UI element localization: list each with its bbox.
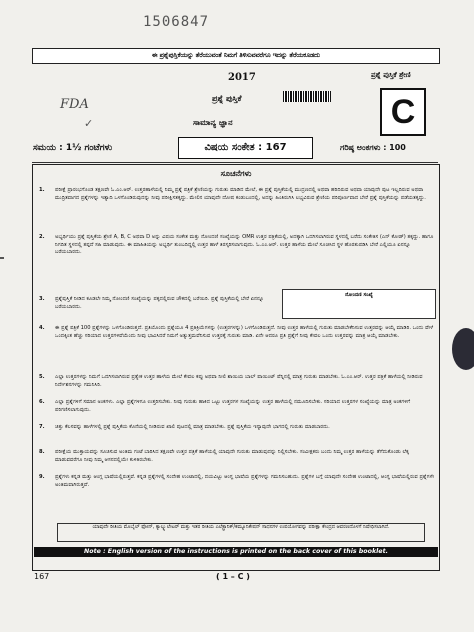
handwritten-note: FDA bbox=[60, 97, 89, 112]
instruction-item bbox=[39, 449, 437, 464]
instruction-number: 2. bbox=[39, 234, 45, 240]
instruction-text: ಪ್ರಶ್ನೆಪುಸ್ತಿಕೆ ನೀಡಿದ ಕೂಡಲೇ ನಿಮ್ಮ ನೋಂದಣಿ ಸಂಖ್ಯೆಯನ್ನು ಪಕ್ಕದಲ್ಲಿರುವ ಚೌಕದಲ್ಲಿ ಬರೆಯಿರಿ. ಪ್ರಶ್ನೆ ಪುಸ್ತಿಕೆಯಲ್ಲಿ ಬೇರೆ ಏನನ್ನೂ ಬರೆಯಬಾರದು. bbox=[55, 296, 264, 310]
booklet-title: ಪ್ರಶ್ನೆ ಪುಸ್ತಿಕೆ bbox=[212, 94, 242, 103]
instruction-number: 6. bbox=[39, 399, 45, 405]
paper-name: ಸಾಮಾನ್ಯ ಜ್ಞಾನ bbox=[193, 118, 233, 127]
instructions-box bbox=[32, 164, 440, 571]
instruction-item bbox=[39, 234, 437, 257]
instruction-number: 8. bbox=[39, 449, 45, 455]
footer-page: ( 1 – C ) bbox=[216, 572, 250, 581]
instruction-text: ಅಭ್ಯರ್ಥಿಯು ಪ್ರಶ್ನೆ ಪುಸ್ತಿಕೆಯ ಶ್ರೇಣಿ A, B, C ಅಥವಾ D ಅನ್ನು ವಿಷಯ ಸಂಕೇತ ಮತ್ತು ನೋಂದಣಿ ಸಂಖ್ಯೆಯನ್ನು OMR ಉತ್ತರ ಪತ್ರಿಕೆಯಲ್ಲಿ, ಅದಕ್ಕಾಗಿ ಒದಗಿಸಲಾಗಿರುವ ಸ್ಥಳದಲ್ಲಿ ಬರೆದು ಸಂಕೇತಿಸ (ಎನ್ ಕೋಡ್) ತಕ್ಕದ್ದು. ಹಾಗೂ ನಿಗದಿತ ಸ್ಥಳದಲ್ಲಿ ತಪ್ಪದೆ ಸಹಿ ಮಾಡುವುದು. ಈ ಮಾಹಿತಿಯನ್ನು ಅಭ್ಯರ್ಥಿ ತುಂಬದಿದ್ದಲ್ಲಿ ಉತ್ತರ ಹಾಳೆ ತಿರಸ್ಕರಿಸಲಾಗುವುದು. ಓ.ಎಂ.ಆರ್. ಉತ್ತರ ಹಾಳೆಯ ಮೇಲೆ ಸೂಚಿಸಿದ ಸ್ಥಳ ಹೊರತುಪಡಿಸಿ ಬೇರೆ ಎಲ್ಲಿಯೂ ಏನನ್ನೂ ಬರೆಯಬಾರದು. bbox=[55, 234, 434, 256]
barcode-icon bbox=[283, 91, 331, 102]
instruction-number: 4. bbox=[39, 325, 45, 331]
instruction-item bbox=[39, 424, 437, 432]
roll-number-box bbox=[282, 289, 436, 319]
closing-warning: ಯಾವುದೇ ರೀತಿಯ ಮೊಬೈಲ್ ಫೋನ್, ಕ್ಯಾಲ್ಕ್ಯುಲೇಟರ್ ಮತ್ತು ಇತರ ರೀತಿಯ ಎಲೆಕ್ಟ್ರಾನಿಕ್/ಕಮ್ಯೂನಿಕೇಷನ್ ಸಾಧನಗಳ ಉಪಯೋಗವನ್ನು ಪರೀಕ್ಷಾ ಕೇಂದ್ರದ ಆವರಣದೊಳಗೆ ನಿಷೇಧಿಸಲಾಗಿದೆ. bbox=[57, 523, 425, 542]
instructions-title: ಸೂಚನೆಗಳು bbox=[220, 169, 252, 178]
instruction-text: ಈ ಪ್ರಶ್ನೆ ಪತ್ರಿಕೆ 100 ಪ್ರಶ್ನೆಗಳನ್ನು ಒಳಗೊಂಡಿರುತ್ತದೆ. ಪ್ರತಿಯೊಂದು ಪ್ರಶ್ನೆಯೂ 4 ಪ್ರತಿಕ್ರಿಯೆಗಳನ್ನು (ಉತ್ತರಗಳನ್ನು) ಒಳಗೊಂಡಿರುತ್ತದೆ. ನೀವು ಉತ್ತರ ಹಾಳೆಯಲ್ಲಿ ಗುರುತು ಮಾಡಬೇಕೆನಿಸುವ ಉತ್ತರವನ್ನು ಆಯ್ಕೆ ಮಾಡಿರಿ. ಒಂದು ವೇಳೆ ಒಂದಕ್ಕಿಂತ ಹೆಚ್ಚು ಸರಿಯಾದ ಉತ್ತರಗಳಿವೆಯೆಂದು ನೀವು ಭಾವಿಸಿದರೆ ನಿಮಗೆ ಅತ್ಯುತ್ತಮವೆನಿಸುವ ಉತ್ತರಕ್ಕೆ ಗುರುತು ಮಾಡಿ. ಏನೇ ಆದರೂ ಪ್ರತಿ ಪ್ರಶ್ನೆಗೆ ನೀವು ಕೇವಲ ಒಂದು ಉತ್ತರವನ್ನು ಮಾತ್ರ ಆಯ್ಕೆ ಮಾಡಬೇಕು. bbox=[55, 325, 434, 339]
instruction-text: ಎಲ್ಲಾ ಪ್ರಶ್ನೆಗಳಿಗೆ ಸಮಾನ ಅಂಕಗಳು. ಎಲ್ಲಾ ಪ್ರಶ್ನೆಗಳಿಗೂ ಉತ್ತರಿಸಬೇಕು. ನೀವು ಗುರುತು ಹಾಕಿದ ಒಟ್ಟು ಉತ್ತರಗಳ ಸಂಖ್ಯೆಯನ್ನು ಉತ್ತರ ಹಾಳೆಯಲ್ಲಿ ನಮೂದಿಸಬೇಕು. ಸರಿಯಾದ ಉತ್ತರಗಳ ಸಂಖ್ಯೆಯನ್ನು ಮಾತ್ರ ಅಂಕಗಳಿಗೆ ಪರಿಗಣಿಸಲಾಗುವುದು. bbox=[55, 399, 411, 413]
instruction-number: 7. bbox=[39, 424, 45, 430]
instruction-number: 3. bbox=[39, 296, 45, 302]
subject-code: ವಿಷಯ ಸಂಕೇತ : 167 bbox=[178, 137, 313, 159]
instruction-text: ಪ್ರಶ್ನೆಗಳು ಕನ್ನಡ ಮತ್ತು ಆಂಗ್ಲ ಭಾಷೆಯಲ್ಲಿರುತ್ತವೆ. ಕನ್ನಡ ಪ್ರಶ್ನೆಗಳಲ್ಲಿ ಸಂದೇಹ ಉಂಟಾದಲ್ಲಿ, ದಯವಿಟ್ಟು ಆಂಗ್ಲ ಭಾಷೆಯ ಪ್ರಶ್ನೆಗಳನ್ನು ಗಮನಿಸಬಹುದು. ಪ್ರಶ್ನೆಗಳ ಬಗ್ಗೆ ಯಾವುದೇ ಸಂದೇಹ ಉಂಟಾದಲ್ಲಿ, ಆಂಗ್ಲ ಭಾಷೆಯಲ್ಲಿರುವ ಪ್ರಶ್ನೆಗಳೇ ಅಂತಿಮವಾಗಿರುತ್ತವೆ. bbox=[55, 474, 435, 488]
stamp-seal-icon bbox=[452, 328, 474, 370]
instruction-text: ಚಿತ್ತು ಕೆಲಸವನ್ನು ಹಾಳೆಗಳಲ್ಲಿ ಪ್ರಶ್ನೆ ಪುಸ್ತಿಕೆಯ ಕೊನೆಯಲ್ಲಿ ನೀಡಿರುವ ಖಾಲಿ ಪುಟದಲ್ಲಿ ಮಾತ್ರ ಮಾಡಬೇಕು. ಪ್ರಶ್ನೆ ಪುಸ್ತಿಕೆಯ ಇನ್ಯಾವುದೇ ಭಾಗದಲ್ಲಿ ಗುರುತು ಮಾಡಬಾರದು. bbox=[55, 424, 330, 430]
english-note: Note : English version of the instructions is printed on the back cover of this booklet. bbox=[34, 547, 438, 557]
instruction-item bbox=[39, 296, 277, 311]
instruction-number: 1. bbox=[39, 187, 45, 193]
instruction-text: ಪರೀಕ್ಷೆಯ ಮುಕ್ತಾಯವನ್ನು ಸೂಚಿಸುವ ಅಂತಿಮ ಗಂಟೆ ಬಾರಿಸಿದ ತಕ್ಷಣವೇ ಉತ್ತರ ಪತ್ರಿಕೆ ಹಾಳೆಯಲ್ಲಿ ಯಾವುದೇ ಗುರುತು ಮಾಡುವುದನ್ನು ನಿಲ್ಲಿಸಬೇಕು. ಸಂವೀಕ್ಷಕರು ಬಂದು ನಿಮ್ಮ ಉತ್ತರ ಹಾಳೆಯನ್ನು ತೆಗೆದುಕೊಂಡು ಲೆಕ್ಕ ಮಾಡುವವರೆಗೂ ನೀವು ನಿಮ್ಮ ಆಸನದಲ್ಲಿಯೇ ಕುಳಿತಿರಬೇಕು. bbox=[55, 449, 409, 463]
handwritten-mark: ✓ bbox=[84, 117, 94, 130]
top-instruction-bar: ಈ ಪ್ರಶ್ನೆಪುಸ್ತಿಕೆಯನ್ನು ತೆರೆಯುವಂತೆ ನಿಮಗೆ ತಿಳಿಸುವವರೆಗೂ ಇದನ್ನು ತೆರೆಯಕೂಡದು bbox=[32, 48, 440, 64]
instruction-item bbox=[39, 325, 437, 340]
instruction-text: ಪರೀಕ್ಷೆ ಪ್ರಾರಂಭಗೊಂಡ ತಕ್ಷಣವೇ ಓ.ಎಂ.ಆರ್. ಉತ್ತರಹಾಳೆಯಲ್ಲಿ ನಿಮ್ಮ ಪ್ರಶ್ನೆ ಪತ್ರಿಕೆ ಶ್ರೇಣಿಯನ್ನು ಗುರುತು ಮಾಡಿದ ಮೇಲೆ, ಈ ಪ್ರಶ್ನೆ ಪುಸ್ತಿಕೆಯಲ್ಲಿ ಮುದ್ರಣದಲ್ಲಿ ಅಥವಾ ಹರಿದಿರುವ ಅಥವಾ ಯಾವುದೇ ಪುಟ ಇಲ್ಲದಿರುವ ಅಥವಾ ಮುದ್ರಿತವಾಗದ ಪ್ರಶ್ನೆಗಳನ್ನು ಇತ್ಯಾದಿ ಒಳಗೊಂಡಿರುವುದನ್ನು ನೀವು ಪರೀಕ್ಷಿಸತಕ್ಕದ್ದು. ಮೇಲಿನ ಯಾವುದೇ ದೋಷ ಕಂಡುಬಂದಲ್ಲಿ, ಅದನ್ನು ಹಿಂತಿರುಗಿಸಿ ಲಭ್ಯವಿರುವ ಶ್ರೇಣಿಯ ಪರಿಪೂರ್ಣವಾದ ಬೇರೆ ಪ್ರಶ್ನೆ ಪುಸ್ತಿಕೆಯನ್ನು ಪಡೆಯತಕ್ಕದ್ದು. bbox=[55, 187, 426, 201]
divider bbox=[32, 162, 438, 163]
serial-number: 1506847 bbox=[143, 14, 210, 30]
exam-year: 2017 bbox=[228, 72, 256, 83]
instruction-text: ಎಲ್ಲಾ ಉತ್ತರಗಳನ್ನು ನಿಮಗೆ ಒದಗಿಸಲಾಗಿರುವ ಪ್ರತ್ಯೇಕ ಉತ್ತರ ಹಾಳೆಯ ಮೇಲೆ ಕೇವಲ ಕಪ್ಪು ಅಥವಾ ನೀಲಿ ಶಾಯಿಯ ಬಾಲ್ ಪಾಯಿಂಟ್ ಪೆನ್ನಿನಲ್ಲಿ ಮಾತ್ರ ಗುರುತು ಮಾಡಬೇಕು. ಓ.ಎಂ.ಆರ್. ಉತ್ತರ ಪತ್ರಿಕೆ ಹಾಳೆಯಲ್ಲಿ ನೀಡಿರುವ ನಿರ್ದೇಶನಗಳನ್ನು ಗಮನಿಸಿರಿ. bbox=[55, 374, 423, 388]
time-allowed: ಸಮಯ : 1½ ಗಂಟೆಗಳು bbox=[33, 143, 113, 153]
roll-number-label: ನೋಂದಣಿ ಸಂಖ್ಯೆ bbox=[345, 292, 373, 298]
series-label: ಪ್ರಶ್ನೆ ಪುಸ್ತಿಕೆ ಶ್ರೇಣಿ bbox=[371, 71, 411, 79]
instruction-item bbox=[39, 187, 437, 202]
series-letter: C bbox=[380, 88, 426, 136]
footer-code: 167 bbox=[34, 572, 50, 581]
margin-mark bbox=[0, 257, 4, 259]
instruction-item bbox=[39, 474, 437, 489]
max-marks: ಗರಿಷ್ಠ ಅಂಕಗಳು : 100 bbox=[340, 143, 406, 152]
instruction-number: 9. bbox=[39, 474, 45, 480]
instruction-item bbox=[39, 374, 437, 389]
instruction-item bbox=[39, 399, 437, 414]
instruction-number: 5. bbox=[39, 374, 45, 380]
